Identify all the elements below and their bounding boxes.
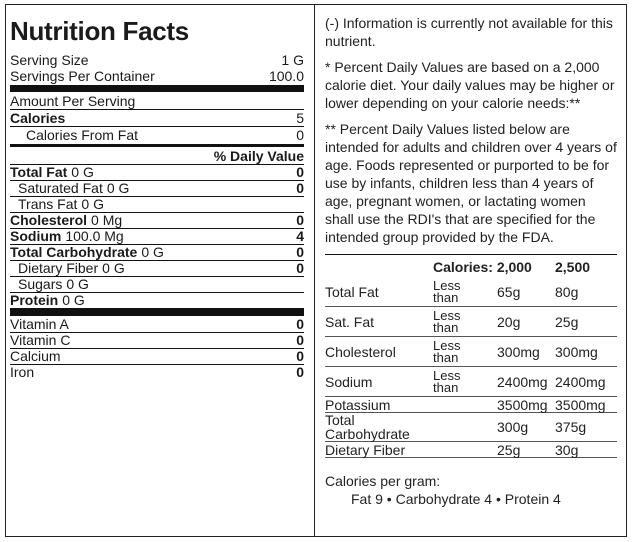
nutrient-label: Total Fat [10,164,68,180]
calories-per-gram-values: Fat 9 • Carbohydrate 4 • Protein 4 [351,491,561,507]
daily-value-header: % Daily Value [213,148,304,164]
daily-values-2500: 3500mg [555,397,617,413]
nutrient-row [10,181,304,197]
amount-per-serving: Amount Per Serving [10,93,136,109]
nutrient-label: Saturated Fat [18,180,103,196]
serving-size-label: Serving Size [10,52,89,68]
daily-values-nutrient: Cholesterol [325,337,433,367]
nutrient-name [10,261,125,276]
vitamin-label: Calcium [10,348,61,364]
daily-values-nutrient: Total Carbohydrate [325,413,433,442]
vitamin-row [10,317,304,333]
nutrient-label: Sodium [10,228,62,244]
nutrient-daily-value: 0 [296,260,304,276]
daily-values-row [325,337,617,367]
nutrient-name [10,229,124,244]
calories-from-fat-row [10,127,304,143]
nutrient-label: Dietary Fiber [18,260,99,276]
daily-values-nutrient: Sodium [325,367,433,397]
nutrient-row [10,213,304,229]
servings-per-container-row [10,68,304,84]
vitamin-row [10,349,304,365]
daily-values-qualifier [433,442,497,458]
daily-values-col1-header: 2,000 [496,259,532,275]
daily-values-2000: 25g [497,442,555,458]
daily-values-2500: 25g [555,307,617,337]
nutrient-amount: 0 G [102,260,125,276]
daily-values-calories-header: Calories: 2,000 [433,259,532,275]
daily-values-row [325,277,617,307]
nutrient-row [10,293,304,309]
daily-values-qualifier [433,337,497,367]
calories-value: 5 [296,110,304,126]
nutrient-row [10,261,304,277]
nutrient-amount: 0 G [81,196,104,212]
less-than-text: Less than [433,277,461,305]
vitamin-row [10,333,304,349]
daily-values-nutrient: Sat. Fat [325,307,433,337]
daily-values-2500: 80g [555,277,617,307]
daily-values-2000: 65g [497,277,555,307]
daily-values-qualifier [433,277,497,307]
vitamin-label: Vitamin A [10,316,69,332]
less-than-text: Less than [433,367,461,395]
nutrient-list [10,165,304,309]
nutrient-label: Trans Fat [18,196,78,212]
nutrient-amount: 0 G [62,292,85,308]
nutrient-name [10,165,94,180]
notes-panel [325,14,617,508]
nutrient-amount: 0 Mg [91,212,123,228]
vitamin-list [10,317,304,380]
serving-size-row [10,52,304,68]
daily-values-nutrient: Dietary Fiber [325,442,433,458]
calories-row [10,110,304,126]
thick-rule [10,85,304,92]
daily-values-2500: 375g [555,413,617,442]
calories-per-gram-label: Calories per gram: [325,473,441,489]
vitamin-label: Vitamin C [10,332,71,348]
daily-values-row [325,413,617,442]
daily-values-row [325,397,617,413]
daily-values-row [325,307,617,337]
daily-values-2000: 20g [497,307,555,337]
not-available-note: (-) Information is currently not available for this nutrient. [325,15,613,49]
vitamin-row [10,365,304,380]
nutrient-name [10,213,122,228]
nutrient-name [10,181,129,196]
nutrient-amount: 0 G [71,164,94,180]
calories-from-fat-label: Calories From Fat [26,127,139,143]
nutrient-row [10,165,304,181]
nutrient-name [10,293,85,308]
thin-rule [325,254,617,255]
nutrient-label: Cholesterol [10,212,88,228]
nutrient-daily-value: 0 [296,180,304,196]
servings-per-container-label: Servings Per Container [10,68,155,84]
nutrition-facts-panel [10,8,304,380]
vitamin-daily-value: 0 [296,316,304,332]
nutrient-row [10,229,304,245]
daily-values-2500: 2400mg [555,367,617,397]
nutrient-row [10,197,304,213]
daily-values-2000: 300g [497,413,555,442]
calories-from-fat-value: 0 [296,127,304,143]
nutrient-daily-value: 4 [296,228,304,244]
nutrient-daily-value: 0 [296,164,304,180]
vitamin-daily-value: 0 [296,364,304,380]
thick-rule [10,309,304,316]
daily-values-2000: 3500mg [497,397,555,413]
daily-values-table [325,257,617,458]
daily-values-row [325,367,617,397]
column-divider [314,4,315,537]
serving-size-value: 1 G [281,52,304,68]
daily-values-col2-header: 2,500 [555,259,591,275]
nutrient-amount: 0 G [66,276,89,292]
percent-daily-value-note: * Percent Daily Values are based on a 2,000 calorie diet. Your daily values may be higher or lower depending on your calorie needs:** [325,59,615,111]
calories-per-gram [325,472,617,508]
vitamin-daily-value: 0 [296,332,304,348]
nutrient-label: Protein [10,292,59,308]
daily-values-nutrient: Potassium [325,397,433,413]
daily-values-2000: 300mg [497,337,555,367]
daily-values-qualifier [433,307,497,337]
daily-values-qualifier [433,367,497,397]
nutrient-amount: 0 G [106,180,130,196]
less-than-text: Less than [433,337,461,365]
nutrient-amount: 0 G [141,244,164,260]
nutrient-daily-value: 0 [296,212,304,228]
nutrient-name [10,245,164,260]
vitamin-daily-value: 0 [296,348,304,364]
rdi-note: ** Percent Daily Values listed below are intended for adults and children over 4 years of age. Foods represented or purported to be for use by infants, children less than 4 years of age, pregnant women, or lactating women shall use the RDI's that are specified for the intended group provided by the FDA. [325,121,617,245]
nutrient-name [10,277,89,292]
vitamin-label: Iron [10,364,35,380]
calories-label: Calories [10,110,66,126]
less-than-text: Less than [433,307,461,335]
nutrient-row [10,245,304,261]
servings-per-container-value: 100.0 [268,68,304,84]
daily-values-2500: 300mg [555,337,617,367]
nutrient-label: Sugars [18,276,63,292]
nutrient-row [10,277,304,293]
daily-values-2500: 30g [555,442,617,458]
daily-values-nutrient: Total Fat [325,277,433,307]
daily-values-header-row [325,257,617,277]
daily-values-qualifier [433,397,497,413]
nutrient-amount: 100.0 Mg [65,228,124,244]
daily-values-row [325,442,617,458]
medium-rule [10,144,304,147]
nutrition-facts-title: Nutrition Facts [10,16,189,46]
nutrient-label: Total Carbohydrate [10,244,138,260]
daily-values-2000: 2400mg [497,367,555,397]
daily-values-qualifier [433,413,497,442]
nutrient-name [10,197,104,212]
nutrient-daily-value: 0 [296,244,304,260]
